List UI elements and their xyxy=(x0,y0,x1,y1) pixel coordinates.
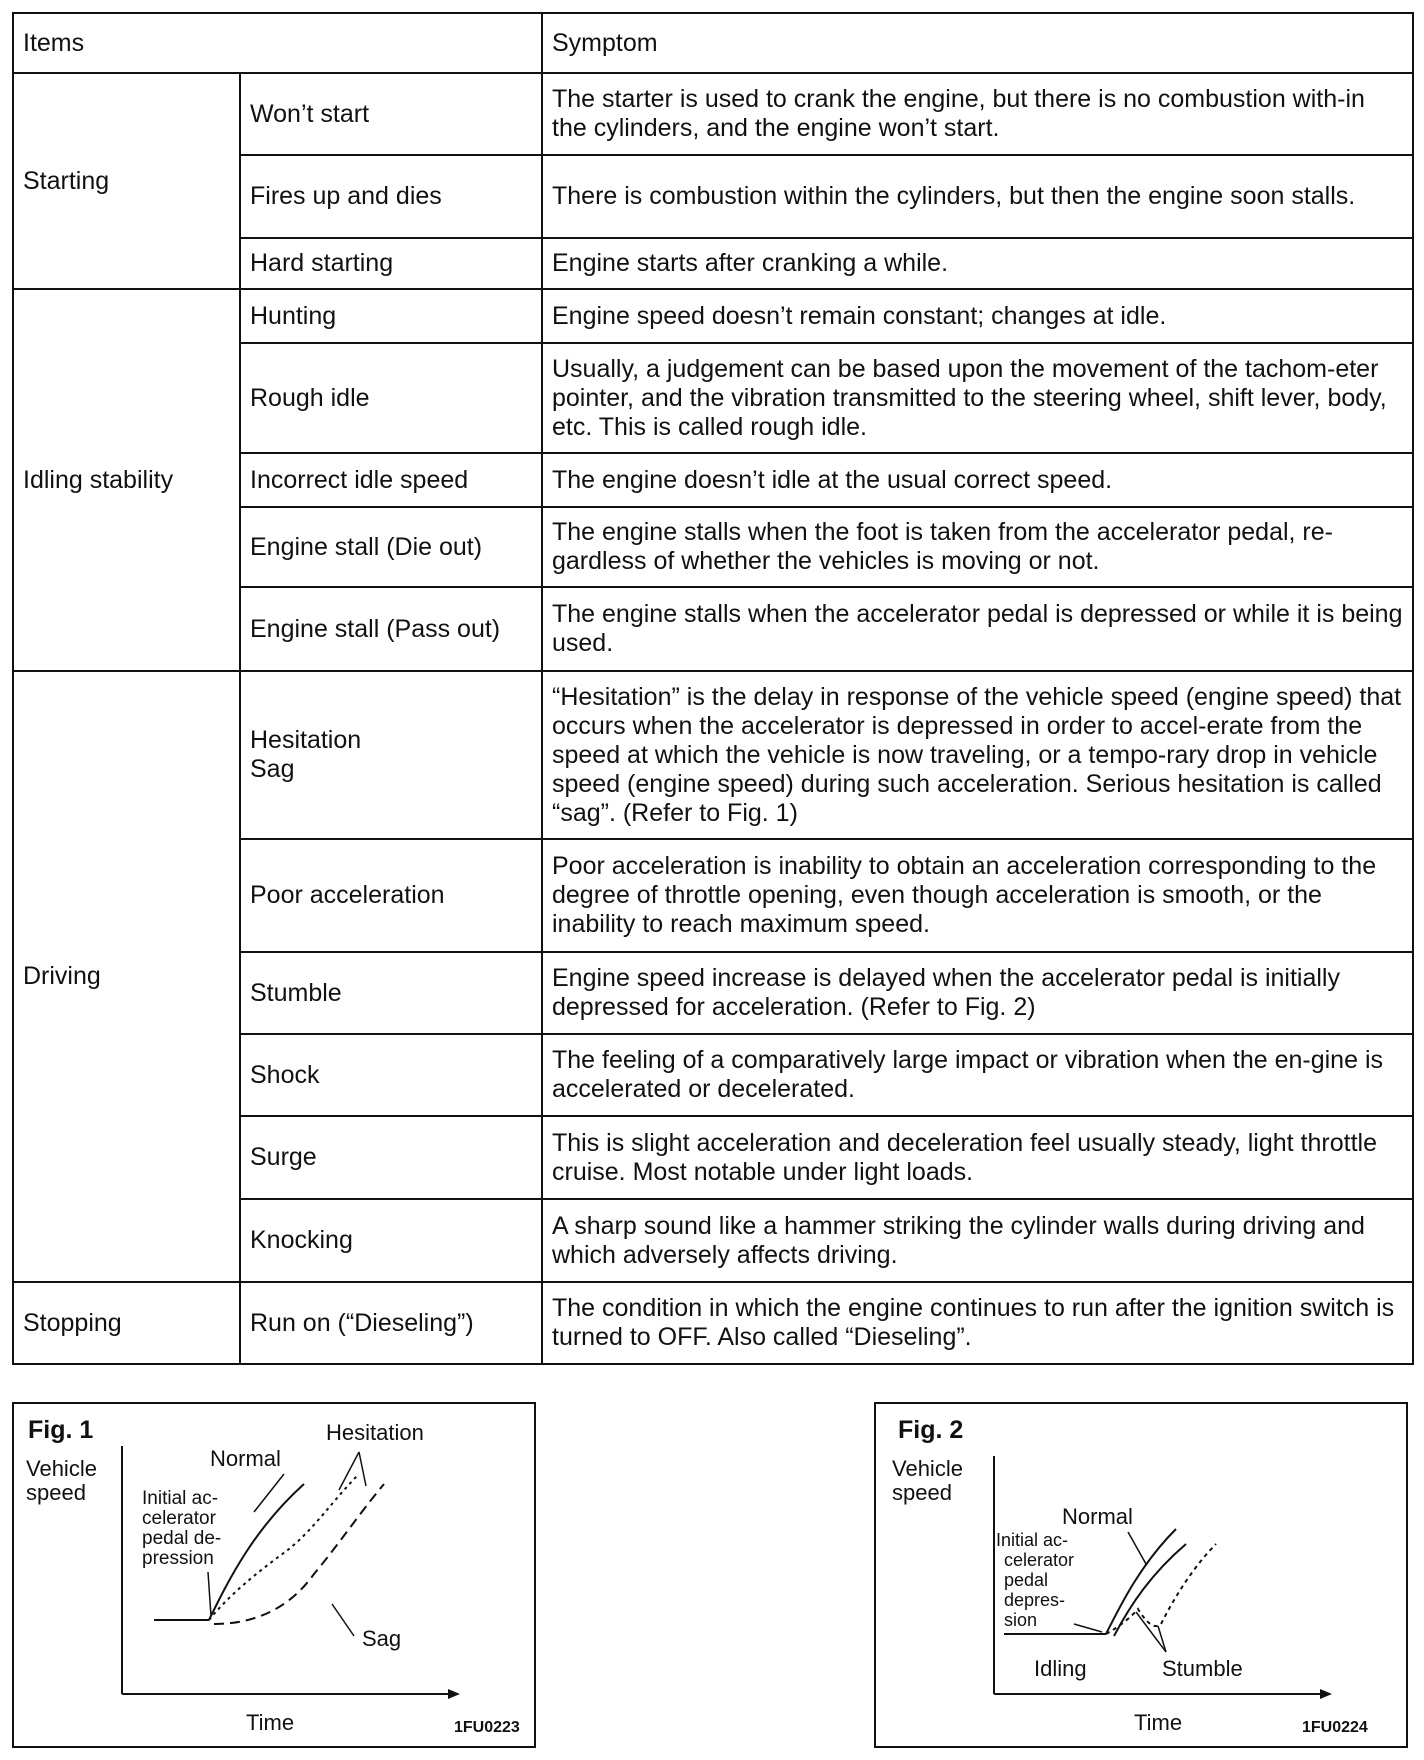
figure-1 xyxy=(12,1402,536,1748)
symptom-cell: The engine stalls when the accelerator pedal is depressed or while it is being used. xyxy=(542,587,1413,671)
table-row xyxy=(13,289,1413,343)
fig1-title: Fig. 1 xyxy=(28,1416,94,1444)
table-row xyxy=(13,73,1413,155)
symptom-cell: Usually, a judgement can be based upon the movement of the tachom-eter pointer, and the vibration transmitted to the steering wheel, shift lever, body, etc. This is called rough idle. xyxy=(542,343,1413,453)
figure-2-graph xyxy=(876,1404,1406,1746)
fig1-ylabel-1: Vehicle xyxy=(26,1456,97,1481)
fig1-hesitation-leader-b xyxy=(359,1452,366,1486)
symptom-cell: The engine stalls when the foot is taken from the accelerator pedal, re-gardless of whether the vehicles is moving or not. xyxy=(542,507,1413,587)
symptom-cell: The condition in which the engine continues to run after the ignition switch is turned to OFF. Also called “Dieseling”. xyxy=(542,1282,1413,1364)
fig1-initial-label-4: pression xyxy=(142,1548,214,1569)
fig1-ylabel-2: speed xyxy=(26,1480,86,1505)
fig2-stumble-leader-a xyxy=(1136,1612,1166,1652)
figure-2 xyxy=(874,1402,1408,1748)
symptom-cell: “Hesitation” is the delay in response of the vehicle speed (engine speed) that occurs when the accelerator is depressed in order to accel-erate from the speed at which the vehicle is now traveling, or a tempo-rary drop in vehicle speed (engine speed) during such acceleration. Serious hesitation is called “sag”. (Refer to Fig. 1) xyxy=(542,671,1413,839)
fig2-ylabel-1: Vehicle xyxy=(892,1456,963,1481)
table-row xyxy=(13,1282,1413,1364)
fig2-code: 1FU0224 xyxy=(1302,1719,1368,1736)
fig2-normal-label: Normal xyxy=(1062,1504,1133,1529)
fig2-title: Fig. 2 xyxy=(898,1416,964,1444)
fig2-idling-label: Idling xyxy=(1034,1656,1087,1681)
fig2-x-arrow-icon xyxy=(1320,1689,1332,1699)
fig1-hesitation-label: Hesitation xyxy=(326,1420,424,1445)
fig1-x-arrow-icon xyxy=(448,1689,460,1699)
symptom-cell: There is combustion within the cylinders, but then the engine soon stalls. xyxy=(542,155,1413,238)
fig2-stumble-label: Stumble xyxy=(1162,1656,1243,1681)
table-row xyxy=(13,671,1413,839)
item-cell: Rough idle xyxy=(240,343,542,453)
fig2-stumble-leader-b xyxy=(1158,1626,1166,1652)
fig2-initial-label-2: celerator xyxy=(1004,1550,1075,1570)
fig1-sag-leader xyxy=(332,1604,354,1636)
symptom-cell: A sharp sound like a hammer striking the cylinder walls during driving and which adversely affects driving. xyxy=(542,1199,1413,1282)
table-header-row xyxy=(13,13,1413,73)
fig1-initial-leader xyxy=(208,1572,211,1616)
fig2-initial-label-1: Initial ac- xyxy=(996,1530,1069,1550)
figure-1-graph xyxy=(14,1404,534,1746)
group-idling: Idling stability xyxy=(13,289,240,671)
item-cell: Fires up and dies xyxy=(240,155,542,238)
item-cell: Knocking xyxy=(240,1199,542,1282)
symptom-cell: The starter is used to crank the engine, but there is no combustion with-in the cylinders, and the engine won’t start. xyxy=(542,73,1413,155)
group-stopping: Stopping xyxy=(13,1282,240,1364)
items-header: Items xyxy=(13,13,542,73)
item-cell: Stumble xyxy=(240,952,542,1034)
symptom-table xyxy=(12,12,1414,1365)
fig2-xlabel: Time xyxy=(1134,1710,1183,1735)
fig1-code: 1FU0223 xyxy=(454,1719,520,1736)
symptom-header: Symptom xyxy=(542,13,1413,73)
symptom-cell: Engine speed increase is delayed when the accelerator pedal is initially depressed for acceleration. (Refer to Fig. 2) xyxy=(542,952,1413,1034)
item-cell: Engine stall (Die out) xyxy=(240,507,542,587)
symptom-cell: Poor acceleration is inability to obtain an acceleration corresponding to the degree of throttle opening, even though acceleration is smooth, or the inability to reach maximum speed. xyxy=(542,839,1413,952)
fig1-hesitation-leader-a xyxy=(339,1452,359,1490)
fig1-initial-label-3: pedal de- xyxy=(142,1528,222,1549)
item-cell: Hard starting xyxy=(240,238,542,289)
fig1-normal-label: Normal xyxy=(210,1446,281,1471)
item-label-hesitation: Hesitation xyxy=(250,726,362,754)
fig2-initial-label-3: pedal xyxy=(1004,1570,1049,1590)
fig2-initial-leader xyxy=(1074,1624,1102,1632)
item-cell: Hunting xyxy=(240,289,542,343)
item-label-sag: Sag xyxy=(250,755,295,783)
fig1-sag-curve xyxy=(214,1484,384,1624)
symptom-cell: The engine doesn’t idle at the usual correct speed. xyxy=(542,453,1413,507)
symptom-cell: The feeling of a comparatively large impact or vibration when the en-gine is accelerated or decelerated. xyxy=(542,1034,1413,1116)
symptom-cell: Engine starts after cranking a while. xyxy=(542,238,1413,289)
fig1-normal-leader xyxy=(254,1474,284,1512)
symptom-cell: Engine speed doesn’t remain constant; changes at idle. xyxy=(542,289,1413,343)
item-cell: Shock xyxy=(240,1034,542,1116)
fig1-sag-label: Sag xyxy=(362,1626,402,1651)
item-cell: Incorrect idle speed xyxy=(240,453,542,507)
item-cell: Poor acceleration xyxy=(240,839,542,952)
item-cell: Surge xyxy=(240,1116,542,1199)
fig1-initial-label-1: Initial ac- xyxy=(142,1488,219,1509)
group-starting: Starting xyxy=(13,73,240,289)
fig1-xlabel: Time xyxy=(246,1710,295,1735)
item-cell: Engine stall (Pass out) xyxy=(240,587,542,671)
group-driving: Driving xyxy=(13,671,240,1282)
fig2-normal-leader xyxy=(1128,1532,1146,1564)
item-cell: Run on (“Dieseling”) xyxy=(240,1282,542,1364)
fig2-ylabel-2: speed xyxy=(892,1480,952,1505)
item-cell xyxy=(240,671,542,839)
fig2-initial-label-5: sion xyxy=(1004,1610,1038,1630)
item-cell: Won’t start xyxy=(240,73,542,155)
symptom-cell: This is slight acceleration and deceleration feel usually steady, light throttle cruise. Most notable under light loads. xyxy=(542,1116,1413,1199)
fig1-initial-label-2: celerator xyxy=(142,1508,216,1529)
fig2-initial-label-4: depres- xyxy=(1004,1590,1066,1610)
